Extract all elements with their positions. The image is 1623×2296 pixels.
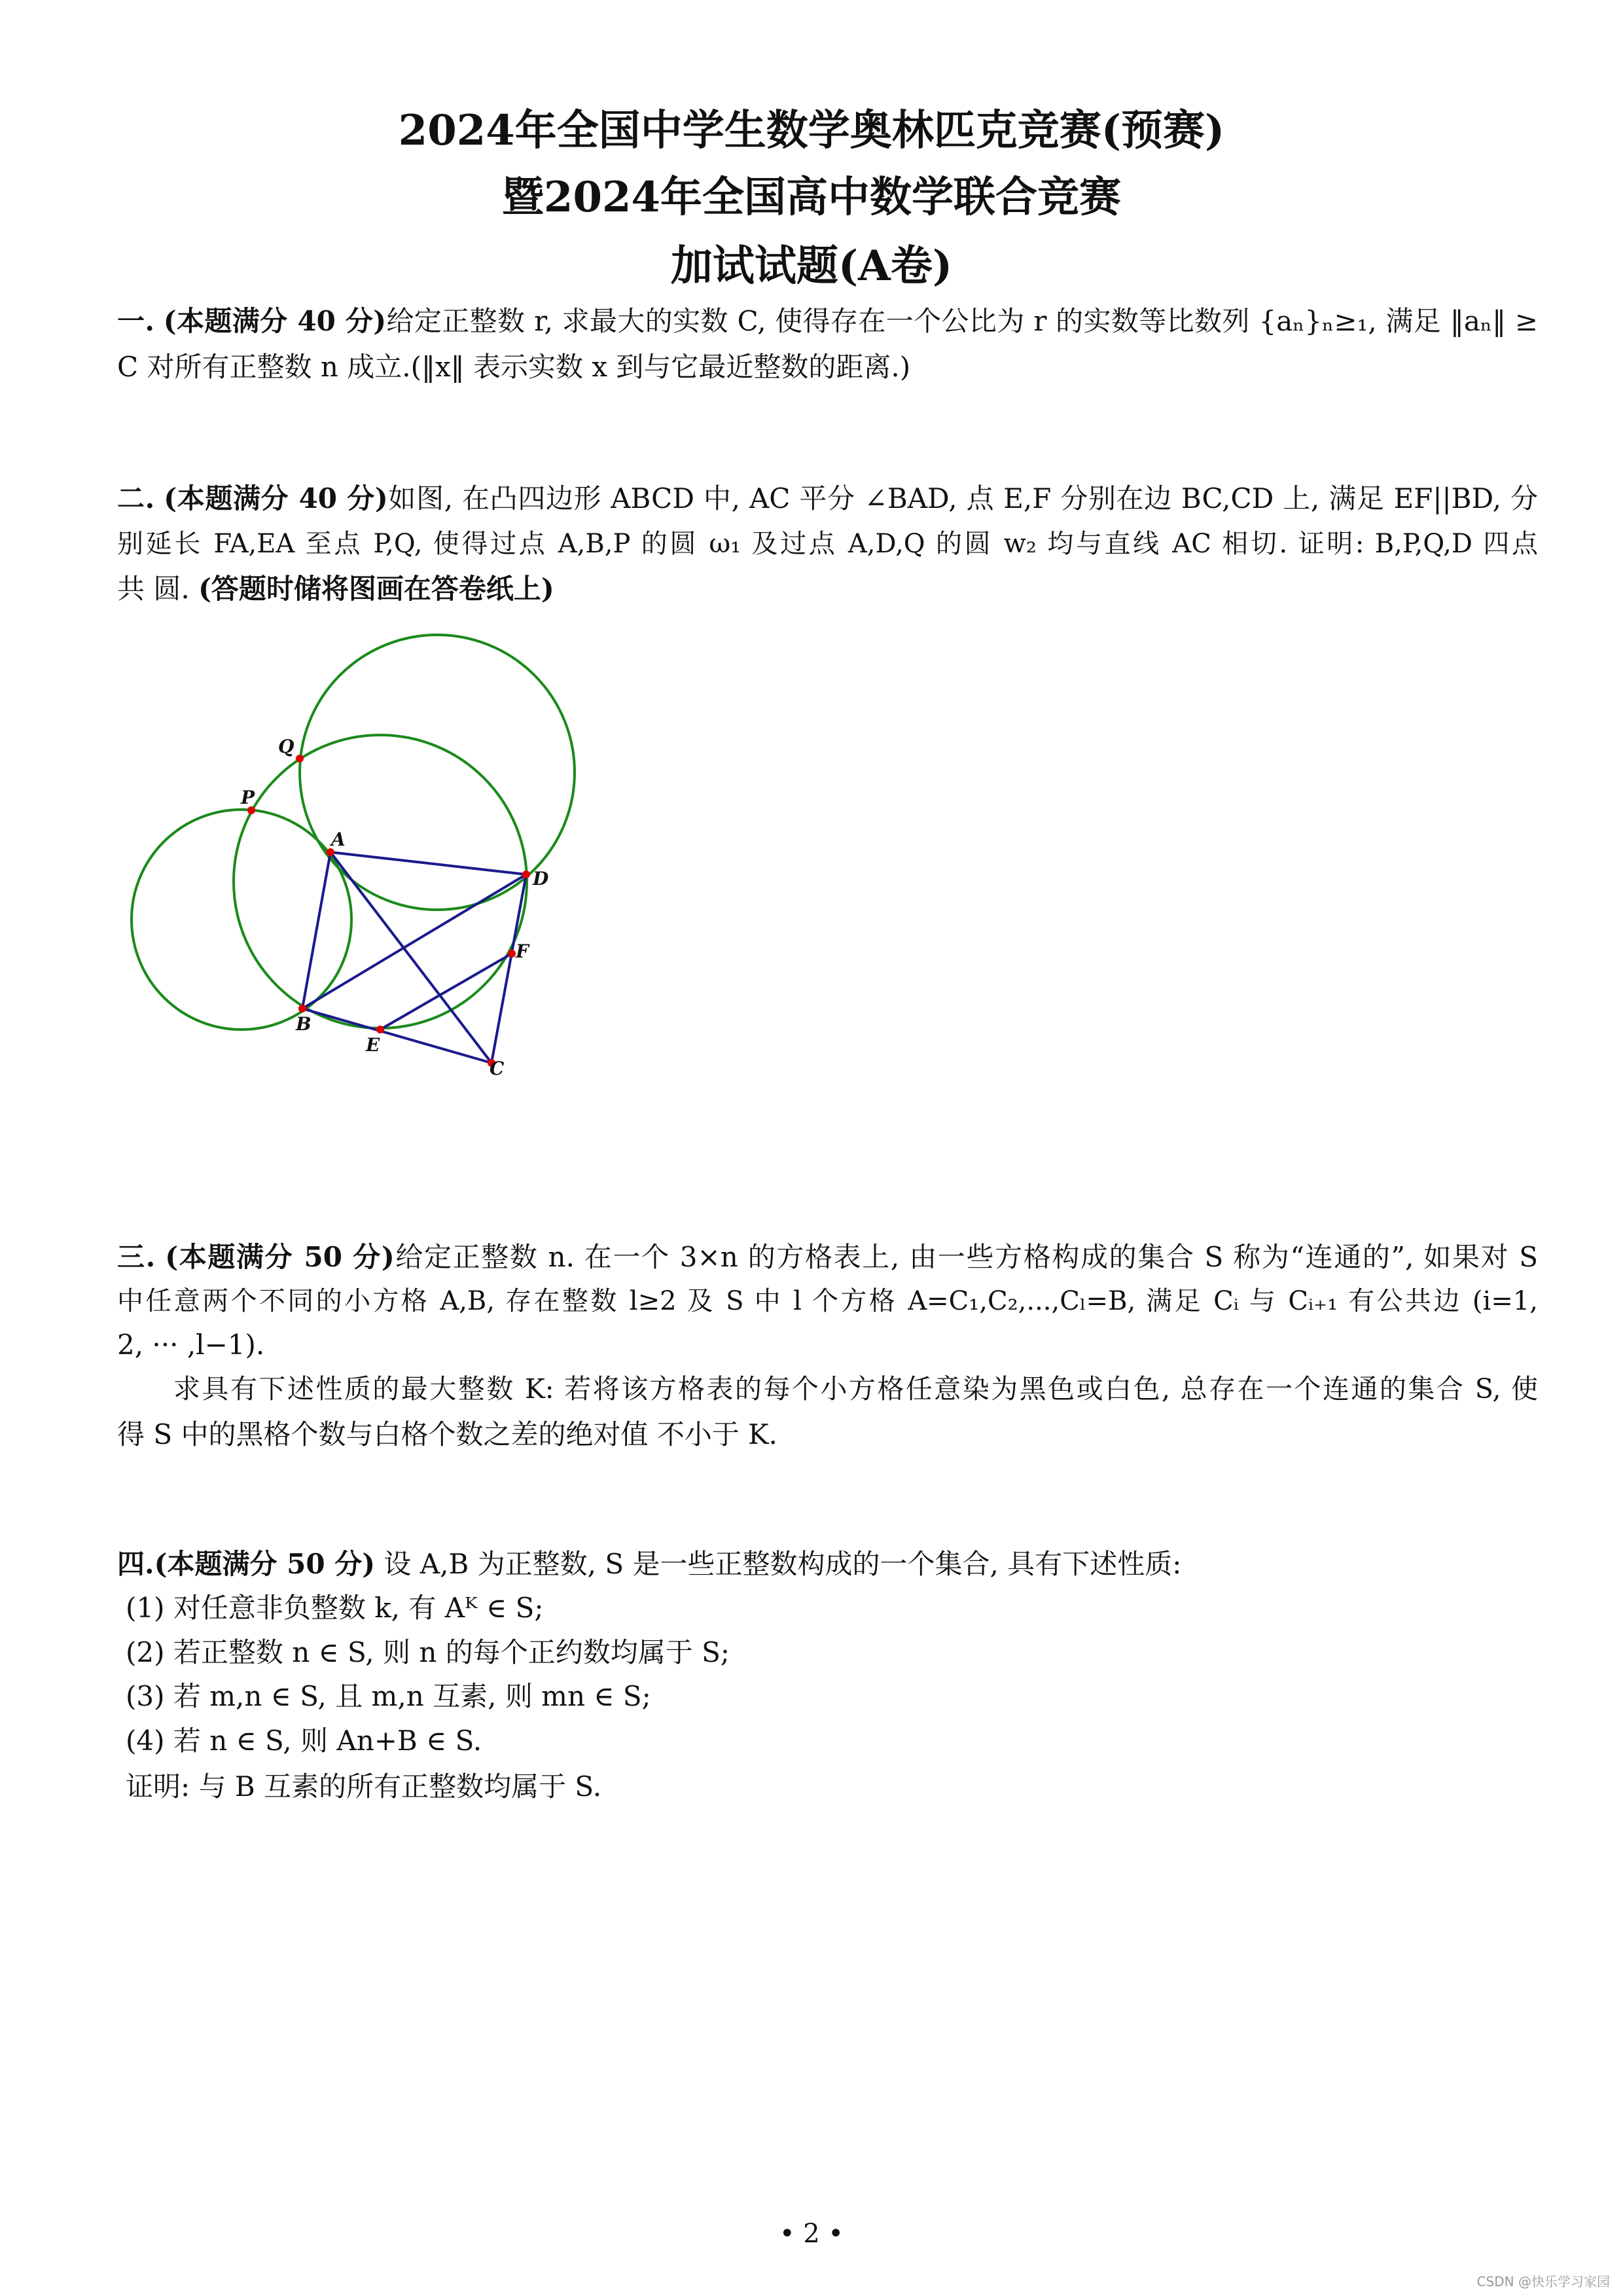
- circle-through-bpqd: [234, 735, 527, 1028]
- segment-AB: [302, 852, 330, 1009]
- problem-3-line-5: 得 S 中的黑格个数与白格个数之差的绝对值 不小于 K.: [117, 1418, 777, 1450]
- problem-4-condition-4: (4) 若 n ∈ S, 则 An+B ∈ S.: [126, 1725, 482, 1757]
- segment-BC: [302, 1009, 491, 1063]
- point-E: [376, 1026, 384, 1033]
- problem-3-line-3: 2, ··· ,l−1).: [117, 1329, 265, 1361]
- problem-4-condition-1: (1) 对任意非负整数 k, 有 Aᴷ ∈ S;: [126, 1592, 544, 1624]
- label-C: C: [490, 1058, 505, 1079]
- label-B: B: [296, 1013, 312, 1035]
- problem-2-line-2: 别延长 FA,EA 至点 P,Q, 使得过点 A,B,P 的圆 ω₁ 及过点 A,D,Q 的圆 w₂ 均与直线 AC 相切. 证明: B,P,Q,D 四点: [117, 529, 1538, 559]
- point-Q: [296, 755, 304, 762]
- point-B: [298, 1005, 306, 1013]
- problem-3-line-1: 三. (本题满分 50 分)给定正整数 n. 在一个 3×n 的方格表上, 由一些方格构成的集合 S 称为“连通的”, 如果对 S: [117, 1241, 1539, 1273]
- title-line-2: 暨2024年全国高中数学联合竞赛: [501, 173, 1122, 222]
- page-number: • 2 •: [779, 2219, 844, 2249]
- label-P: P: [241, 787, 255, 808]
- problem-4-conclusion: 证明: 与 B 互素的所有正整数均属于 S.: [126, 1770, 602, 1803]
- label-Q: Q: [278, 736, 294, 757]
- title-line-1: 2024年全国中学生数学奥林匹克竞赛(预赛): [398, 106, 1225, 155]
- problem-4-condition-2: (2) 若正整数 n ∈ S, 则 n 的每个正约数均属于 S;: [126, 1636, 730, 1668]
- problem-2-line-1: 二. (本题满分 40 分)如图, 在凸四边形 ABCD 中, AC 平分 ∠BAD, 点 E,F 分别在边 BC,CD 上, 满足 EF||BD, 分: [117, 482, 1539, 514]
- problem-4-condition-3: (3) 若 m,n ∈ S, 且 m,n 互素, 则 mn ∈ S;: [126, 1680, 651, 1712]
- segment-AC: [330, 852, 491, 1063]
- segment-EF: [380, 954, 512, 1030]
- problem-1-line-2: C 对所有正整数 n 成立.(‖x‖ 表示实数 x 到与它最近整数的距离.): [117, 351, 911, 383]
- label-E: E: [366, 1034, 380, 1056]
- problem-2-line-3: 共 圆. (答题时储将图画在答卷纸上): [117, 573, 554, 605]
- problem-4-line-1: 四.(本题满分 50 分) 设 A,B 为正整数, S 是一些正整数构成的一个集合, 具有下述性质:: [117, 1548, 1182, 1580]
- point-D: [522, 870, 530, 878]
- label-D: D: [533, 868, 549, 889]
- point-F: [508, 950, 516, 958]
- problem-3-line-2: 中任意两个不同的小方格 A,B, 存在整数 l≥2 及 S 中 l 个方格 A=C₁,C₂,...,Cₗ=B, 满足 Cᵢ 与 Cᵢ₊₁ 有公共边 (i=1,: [117, 1286, 1538, 1316]
- label-A: A: [331, 829, 346, 850]
- label-F: F: [516, 941, 529, 962]
- problem-3-line-4: 求具有下述性质的最大整数 K: 若将该方格表的每个小方格任意染为黑色或白色, 总存在一个连通的集合 S, 使: [173, 1373, 1538, 1405]
- segment-AD: [330, 852, 526, 874]
- title-line-3: 加试试题(A卷): [670, 242, 953, 291]
- problem-1-line-1: 一. (本题满分 40 分)给定正整数 r, 求最大的实数 C, 使得存在一个公比为 r 的实数等比数列 {aₙ}ₙ≥₁, 满足 ‖aₙ‖ ≥: [117, 305, 1539, 337]
- segment-BD: [302, 874, 526, 1009]
- watermark: CSDN @快乐学习家园: [1476, 2274, 1610, 2289]
